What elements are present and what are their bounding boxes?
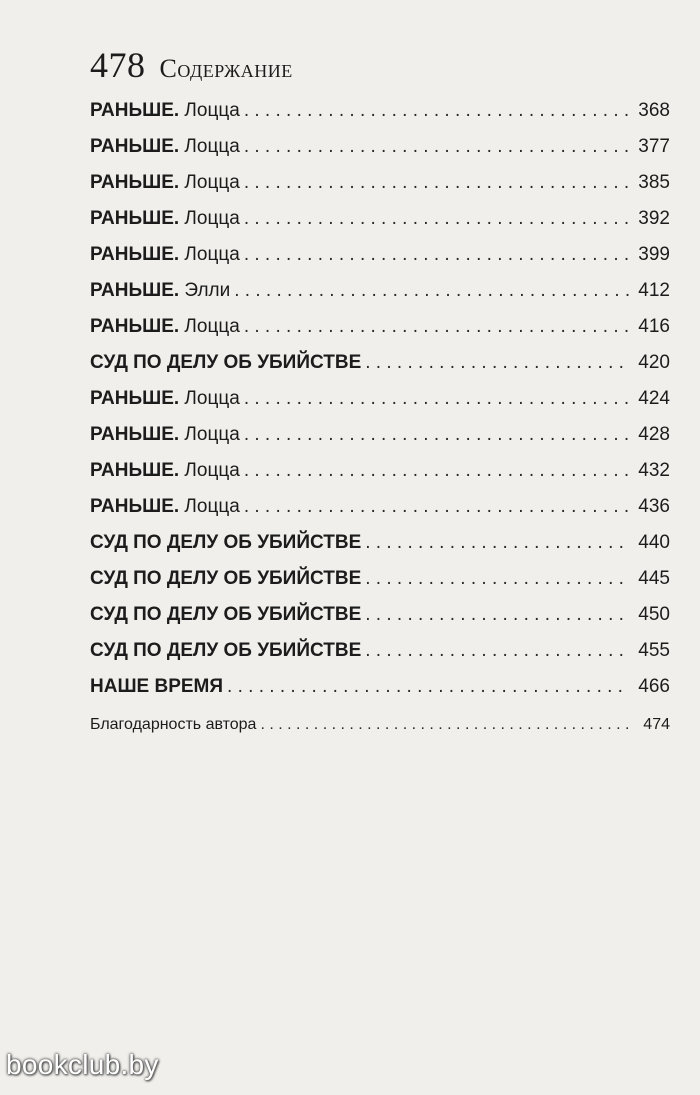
toc-entry-subtitle: Лоцца	[179, 460, 240, 481]
toc-entry-title	[90, 496, 240, 518]
page-number: 478	[90, 45, 146, 85]
toc-entry-heading: СУД ПО ДЕЛУ ОБ УБИЙСТВЕ	[90, 532, 362, 553]
dot-leader	[244, 424, 630, 446]
toc-page-number: 424	[638, 388, 670, 409]
dot-leader	[244, 100, 630, 122]
toc-entry-heading: РАНЬШЕ.	[90, 460, 180, 481]
toc-entry	[90, 496, 670, 532]
toc-entry-title	[90, 280, 230, 302]
toc-entry-subtitle: Лоцца	[179, 208, 240, 229]
dot-leader	[365, 352, 630, 374]
dot-leader	[365, 604, 630, 626]
toc-entry-title	[90, 208, 240, 230]
toc-entry-title	[90, 136, 240, 158]
toc-page-number: 392	[638, 208, 670, 229]
toc-entry-subtitle: Лоцца	[179, 100, 240, 121]
toc-entry-heading: РАНЬШЕ.	[90, 424, 180, 445]
toc-entry-heading: СУД ПО ДЕЛУ ОБ УБИЙСТВЕ	[90, 640, 362, 661]
toc-entry	[90, 568, 670, 604]
toc-entry-heading: РАНЬШЕ.	[90, 388, 180, 409]
toc-entry-heading: РАНЬШЕ.	[90, 316, 180, 337]
toc-page-number: 368	[638, 100, 670, 121]
toc-entry	[90, 460, 670, 496]
toc-entry-heading: РАНЬШЕ.	[90, 136, 180, 157]
toc-entry	[90, 532, 670, 568]
toc-entry-heading: СУД ПО ДЕЛУ ОБ УБИЙСТВЕ	[90, 352, 362, 373]
toc-entry-title	[90, 460, 240, 482]
toc-entry-heading: НАШЕ ВРЕМЯ	[90, 676, 224, 697]
toc-entry	[90, 136, 670, 172]
toc-entry	[90, 604, 670, 640]
toc-page-number: 428	[638, 424, 670, 445]
toc-entry-subtitle: Лоцца	[179, 496, 240, 517]
toc-entry	[90, 172, 670, 208]
toc-page-number: 474	[643, 716, 670, 733]
toc-entry	[90, 352, 670, 388]
toc-entry-subtitle: Лоцца	[179, 316, 240, 337]
dot-leader	[365, 568, 630, 590]
dot-leader	[234, 280, 630, 302]
dot-leader	[365, 532, 630, 554]
toc-entry-title	[90, 316, 240, 338]
toc-page-number: 450	[638, 604, 670, 625]
toc-entry-title	[90, 424, 240, 446]
toc-entry-title	[90, 172, 240, 194]
toc-entry-subtitle: Благодарность автора	[90, 716, 257, 733]
dot-leader	[227, 676, 630, 698]
toc-entry-heading: СУД ПО ДЕЛУ ОБ УБИЙСТВЕ	[90, 604, 362, 625]
toc-entry-heading: РАНЬШЕ.	[90, 172, 180, 193]
toc-entry-heading: РАНЬШЕ.	[90, 208, 180, 229]
toc-entry-title	[90, 352, 361, 374]
toc-entry	[90, 244, 670, 280]
dot-leader	[244, 460, 630, 482]
dot-leader	[244, 244, 630, 266]
toc-entry-subtitle: Элли	[179, 280, 231, 301]
toc-page-number: 432	[638, 460, 670, 481]
toc-entry-heading: РАНЬШЕ.	[90, 280, 180, 301]
toc-entry-subtitle: Лоцца	[179, 136, 240, 157]
toc-page-number: 385	[638, 172, 670, 193]
toc-entry	[90, 388, 670, 424]
toc-entry-heading: СУД ПО ДЕЛУ ОБ УБИЙСТВЕ	[90, 568, 362, 589]
toc-entry	[90, 316, 670, 352]
toc-page-number: 466	[638, 676, 670, 697]
dot-leader	[365, 640, 630, 662]
toc-entry-title	[90, 640, 361, 662]
toc-entry-subtitle: Лоцца	[179, 388, 240, 409]
toc-page-number: 412	[638, 280, 670, 301]
toc-entry	[90, 716, 670, 752]
toc-entry-subtitle: Лоцца	[179, 424, 240, 445]
dot-leader	[244, 136, 630, 158]
dot-leader	[244, 208, 630, 230]
toc-entry-title	[90, 604, 361, 626]
toc-entry-title	[90, 716, 256, 734]
toc-page-number: 440	[638, 532, 670, 553]
toc-entry-title	[90, 676, 223, 698]
toc-entry-heading: РАНЬШЕ.	[90, 496, 180, 517]
bookclub-watermark: bookclub.by	[6, 1049, 159, 1080]
toc-entry-title	[90, 100, 240, 122]
toc-entry	[90, 676, 670, 712]
toc-entry	[90, 640, 670, 676]
toc-page-number: 445	[638, 568, 670, 589]
dot-leader	[244, 172, 630, 194]
toc-entry-heading: РАНЬШЕ.	[90, 100, 180, 121]
toc-entry-heading: РАНЬШЕ.	[90, 244, 180, 265]
toc-page-number: 416	[638, 316, 670, 337]
toc-page-number: 436	[638, 496, 670, 517]
section-title: Содержание	[159, 54, 293, 83]
toc-entry	[90, 100, 670, 136]
toc-entry	[90, 424, 670, 460]
table-of-contents	[90, 100, 670, 752]
toc-page-number: 420	[638, 352, 670, 373]
toc-page-number: 399	[638, 244, 670, 265]
toc-entry-subtitle: Лоцца	[179, 172, 240, 193]
toc-entry-title	[90, 532, 361, 554]
toc-entry-title	[90, 244, 240, 266]
dot-leader	[244, 388, 630, 410]
page-header	[90, 44, 293, 86]
dot-leader	[244, 496, 630, 518]
toc-entry-subtitle: Лоцца	[179, 244, 240, 265]
toc-entry	[90, 208, 670, 244]
toc-page-number: 455	[638, 640, 670, 661]
toc-entry-title	[90, 388, 240, 410]
dot-leader	[260, 716, 630, 734]
toc-entry	[90, 280, 670, 316]
toc-page-number: 377	[638, 136, 670, 157]
dot-leader	[244, 316, 630, 338]
toc-entry-title	[90, 568, 361, 590]
